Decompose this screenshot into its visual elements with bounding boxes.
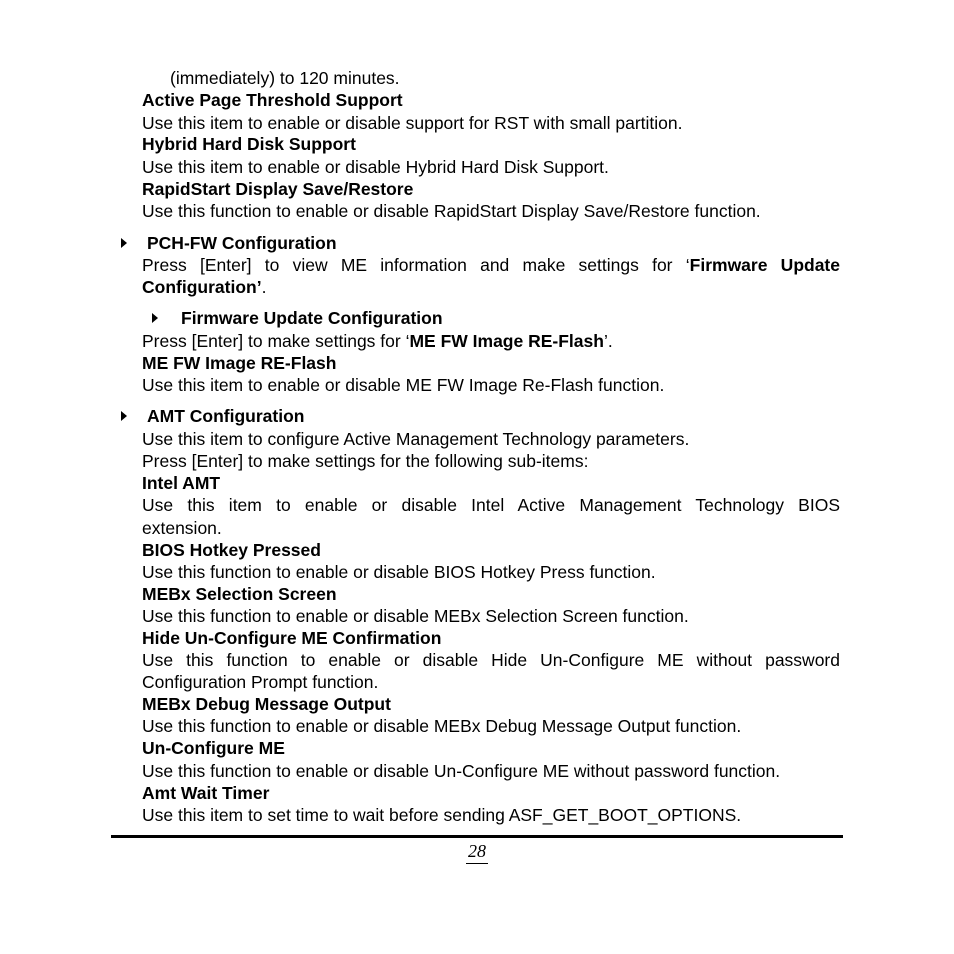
amt-wait-timer-desc: Use this item to set time to wait before sending ASF_GET_BOOT_OPTIONS. [142,805,742,825]
bullet-arrow-icon [121,411,127,421]
amt-config-desc1: Use this item to configure Active Management Technology parameters. [142,429,690,449]
unconfigure-me-desc: Use this function to enable or disable Un-Configure ME without password function. [142,761,781,781]
unconfigure-me-heading: Un-Configure ME [142,738,285,758]
pch-fw-desc-line1: Press [Enter] to view ME information and make settings for ‘Firmware Update [142,255,840,275]
hide-unconfigure-desc2: Configuration Prompt function. [142,672,379,692]
pch-fw-heading: PCH-FW Configuration [147,233,337,253]
pch-fw-desc-bold2: Configuration’ [142,277,262,297]
intel-amt-desc1: Use this item to enable or disable Intel Active Management Technology BIOS [142,495,840,515]
firmware-update-desc: Press [Enter] to make settings for ‘ME FW Image RE-Flash’. [142,331,613,351]
bios-hotkey-heading: BIOS Hotkey Pressed [142,540,321,560]
hide-unconfigure-desc1: Use this function to enable or disable Hide Un-Configure ME without password [142,650,840,670]
bios-hotkey-desc: Use this function to enable or disable BIOS Hotkey Press function. [142,562,656,582]
mebx-debug-heading: MEBx Debug Message Output [142,694,391,714]
active-page-threshold-desc: Use this item to enable or disable support for RST with small partition. [142,113,683,133]
hybrid-disk-desc: Use this item to enable or disable Hybrid Hard Disk Support. [142,157,609,177]
mebx-debug-desc: Use this function to enable or disable MEBx Debug Message Output function. [142,716,742,736]
firmware-update-heading: Firmware Update Configuration [181,308,443,328]
me-fw-reflash-desc: Use this item to enable or disable ME FW Image Re-Flash function. [142,375,665,395]
amt-config-heading: AMT Configuration [147,406,305,426]
mebx-selection-desc: Use this function to enable or disable MEBx Selection Screen function. [142,606,689,626]
page-number: 28 [466,840,488,864]
firmware-update-desc-bold: ME FW Image RE-Flash [409,331,604,351]
intel-amt-desc2: extension. [142,518,222,538]
hybrid-disk-heading: Hybrid Hard Disk Support [142,134,356,154]
hide-unconfigure-heading: Hide Un-Configure ME Confirmation [142,628,442,648]
me-fw-reflash-heading: ME FW Image RE-Flash [142,353,337,373]
rapidstart-heading: RapidStart Display Save/Restore [142,179,414,199]
amt-config-desc2: Press [Enter] to make settings for the following sub-items: [142,451,589,471]
intel-amt-heading: Intel AMT [142,473,221,493]
rapidstart-desc: Use this function to enable or disable RapidStart Display Save/Restore function. [142,201,761,221]
footer-rule [111,835,843,838]
pch-fw-desc-bold: Firmware Update [689,255,840,275]
active-page-threshold-heading: Active Page Threshold Support [142,90,403,110]
bullet-arrow-icon [121,238,127,248]
bullet-arrow-icon [152,313,158,323]
amt-wait-timer-heading: Amt Wait Timer [142,783,270,803]
pch-fw-desc-line2: Configuration’. [142,277,267,297]
mebx-selection-heading: MEBx Selection Screen [142,584,337,604]
continued-text: (immediately) to 120 minutes. [170,68,400,88]
